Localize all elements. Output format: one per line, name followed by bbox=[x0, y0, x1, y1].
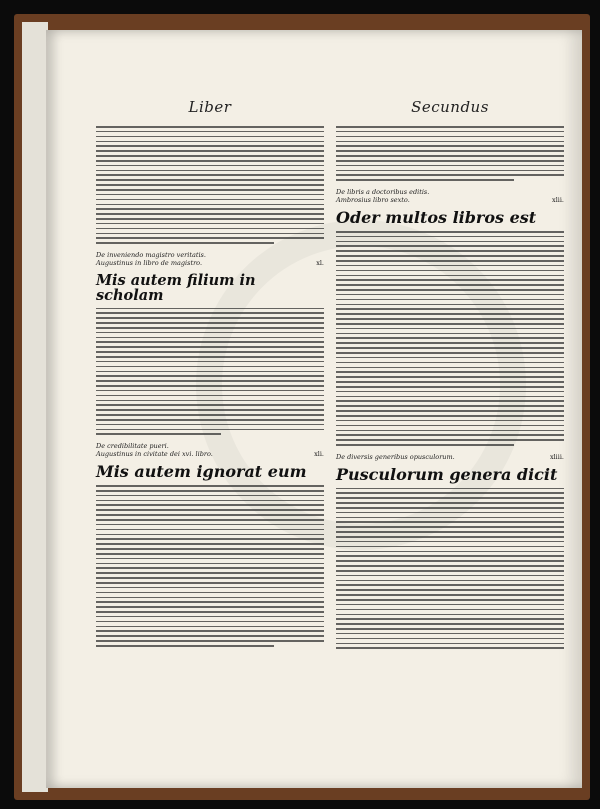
text-block bbox=[96, 308, 324, 436]
text-line bbox=[336, 347, 564, 349]
text-line bbox=[96, 409, 324, 411]
text-line bbox=[336, 618, 564, 620]
text-line bbox=[96, 645, 274, 647]
text-line bbox=[96, 131, 324, 133]
text-line bbox=[336, 575, 564, 577]
text-line bbox=[96, 126, 324, 128]
text-line bbox=[336, 439, 564, 441]
text-line bbox=[96, 500, 324, 502]
left-text-column bbox=[96, 90, 324, 654]
text-line bbox=[336, 155, 564, 157]
text-line bbox=[96, 543, 324, 545]
text-line bbox=[336, 241, 564, 243]
text-line bbox=[96, 514, 324, 516]
text-line bbox=[336, 430, 564, 432]
text-line bbox=[336, 236, 564, 238]
text-line bbox=[336, 580, 564, 582]
text-line bbox=[336, 179, 514, 181]
text-line bbox=[96, 621, 324, 623]
text-line bbox=[96, 519, 324, 521]
text-line bbox=[336, 250, 564, 252]
text-line bbox=[336, 313, 564, 315]
text-line bbox=[96, 317, 324, 319]
text-line bbox=[96, 504, 324, 506]
text-line bbox=[96, 218, 324, 220]
text-line bbox=[336, 299, 564, 301]
text-line bbox=[336, 555, 564, 557]
text-line bbox=[336, 136, 564, 138]
text-line bbox=[96, 577, 324, 579]
text-line bbox=[96, 495, 324, 497]
text-line bbox=[96, 587, 324, 589]
right-text-column bbox=[336, 90, 564, 656]
text-line bbox=[96, 228, 324, 230]
rubric-title: De credibilitate pueri. bbox=[96, 442, 169, 451]
text-line bbox=[96, 184, 324, 186]
text-line bbox=[96, 208, 324, 210]
text-line bbox=[96, 308, 324, 310]
text-line bbox=[96, 616, 324, 618]
text-line bbox=[336, 517, 564, 519]
text-line bbox=[336, 531, 564, 533]
text-line bbox=[336, 643, 564, 645]
text-line bbox=[96, 242, 274, 244]
text-line bbox=[96, 592, 324, 594]
rubric-title: De libris a doctoribus editis. bbox=[336, 187, 430, 196]
text-line bbox=[336, 521, 564, 523]
text-line bbox=[336, 570, 564, 572]
text-line bbox=[96, 606, 324, 608]
chapter-number: xlii. bbox=[552, 196, 564, 204]
text-line bbox=[96, 424, 324, 426]
text-line bbox=[336, 165, 564, 167]
text-line bbox=[336, 647, 564, 649]
text-block bbox=[336, 126, 564, 181]
book-page-spread bbox=[46, 30, 582, 788]
text-line bbox=[336, 245, 564, 247]
text-line bbox=[336, 420, 564, 422]
text-line bbox=[96, 400, 324, 402]
text-line bbox=[336, 396, 564, 398]
text-line bbox=[336, 255, 564, 257]
text-line bbox=[96, 385, 324, 387]
text-line bbox=[336, 497, 564, 499]
text-line bbox=[336, 444, 514, 446]
text-line bbox=[336, 560, 564, 562]
text-line bbox=[336, 328, 564, 330]
text-line bbox=[96, 509, 324, 511]
text-line bbox=[96, 611, 324, 613]
text-line bbox=[96, 361, 324, 363]
rubric-source: Augustinus in libro de magistro. bbox=[96, 258, 203, 267]
text-block bbox=[96, 485, 324, 646]
text-line bbox=[336, 376, 564, 378]
text-line bbox=[96, 419, 324, 421]
text-line bbox=[96, 371, 324, 373]
text-line bbox=[336, 231, 564, 233]
text-line bbox=[96, 199, 324, 201]
text-line bbox=[336, 400, 564, 402]
text-line bbox=[96, 170, 324, 172]
text-line bbox=[96, 572, 324, 574]
text-line bbox=[96, 640, 324, 642]
text-line bbox=[336, 260, 564, 262]
text-line bbox=[336, 371, 564, 373]
text-line bbox=[336, 141, 564, 143]
text-line bbox=[336, 391, 564, 393]
text-line bbox=[336, 604, 564, 606]
text-line bbox=[96, 553, 324, 555]
text-line bbox=[336, 551, 564, 553]
text-line bbox=[96, 189, 324, 191]
text-line bbox=[96, 597, 324, 599]
text-line bbox=[336, 628, 564, 630]
text-line bbox=[336, 304, 564, 306]
text-line bbox=[336, 638, 564, 640]
text-line bbox=[336, 594, 564, 596]
rubric bbox=[96, 251, 324, 267]
text-line bbox=[336, 362, 564, 364]
text-line bbox=[336, 589, 564, 591]
rubric bbox=[96, 442, 324, 458]
text-line bbox=[336, 381, 564, 383]
text-line bbox=[336, 502, 564, 504]
rubric bbox=[336, 453, 564, 461]
text-line bbox=[96, 351, 324, 353]
text-line bbox=[336, 599, 564, 601]
text-line bbox=[336, 512, 564, 514]
text-line bbox=[336, 145, 564, 147]
text-line bbox=[96, 155, 324, 157]
text-line bbox=[336, 609, 564, 611]
text-line bbox=[96, 490, 324, 492]
text-line bbox=[336, 318, 564, 320]
text-line bbox=[336, 357, 564, 359]
text-line bbox=[96, 136, 324, 138]
text-line bbox=[336, 174, 564, 176]
text-line bbox=[336, 342, 564, 344]
chapter-number: xliii. bbox=[549, 452, 564, 461]
text-line bbox=[336, 275, 564, 277]
text-line bbox=[96, 538, 324, 540]
text-line bbox=[96, 237, 324, 239]
text-line bbox=[96, 366, 324, 368]
text-line bbox=[96, 380, 324, 382]
text-line bbox=[336, 284, 564, 286]
text-line bbox=[336, 308, 564, 310]
text-line bbox=[336, 614, 564, 616]
text-line bbox=[96, 582, 324, 584]
text-line bbox=[96, 429, 324, 431]
text-line bbox=[336, 425, 564, 427]
text-line bbox=[336, 415, 564, 417]
text-line bbox=[336, 279, 564, 281]
text-line bbox=[96, 341, 324, 343]
text-line bbox=[96, 534, 324, 536]
chapter-heading: Oder multos libros est bbox=[336, 208, 537, 228]
text-line bbox=[96, 204, 324, 206]
text-line bbox=[336, 492, 564, 494]
text-line bbox=[336, 565, 564, 567]
text-line bbox=[336, 289, 564, 291]
text-line bbox=[96, 567, 324, 569]
chapter-number: xl. bbox=[316, 258, 324, 267]
text-line bbox=[336, 170, 564, 172]
text-line bbox=[336, 386, 564, 388]
chapter-heading: Pusculorum genera dicit bbox=[336, 464, 558, 484]
text-line bbox=[96, 322, 324, 324]
text-line bbox=[336, 160, 564, 162]
text-line bbox=[96, 337, 324, 339]
text-line bbox=[96, 356, 324, 358]
chapter-heading: Mis autem ignorat eum bbox=[96, 462, 307, 482]
text-line bbox=[96, 141, 324, 143]
text-line bbox=[96, 145, 324, 147]
text-line bbox=[96, 327, 324, 329]
rubric-title: De diversis generibus opusculorum. bbox=[336, 452, 455, 461]
text-line bbox=[336, 405, 564, 407]
text-line bbox=[96, 630, 324, 632]
text-line bbox=[336, 367, 564, 369]
text-line bbox=[336, 150, 564, 152]
text-line bbox=[336, 526, 564, 528]
text-block bbox=[336, 231, 564, 446]
text-line bbox=[336, 294, 564, 296]
text-line bbox=[336, 507, 564, 509]
text-line bbox=[96, 404, 324, 406]
text-line bbox=[96, 563, 324, 565]
rubric-source: Augustinus in civitate dei xvi. libro. bbox=[96, 450, 213, 459]
text-line bbox=[336, 323, 564, 325]
text-block bbox=[336, 488, 564, 649]
text-line bbox=[336, 546, 564, 548]
text-line bbox=[336, 270, 564, 272]
text-line bbox=[336, 126, 564, 128]
text-line bbox=[336, 410, 564, 412]
text-line bbox=[96, 548, 324, 550]
rubric-source: Ambrosius libro sexto. bbox=[336, 196, 410, 204]
text-line bbox=[336, 584, 564, 586]
text-line bbox=[96, 375, 324, 377]
chapter-heading: Mis autem filium in scholam bbox=[96, 272, 256, 305]
text-line bbox=[336, 623, 564, 625]
running-head-left: Liber bbox=[188, 98, 232, 116]
text-line bbox=[96, 179, 324, 181]
text-line bbox=[96, 414, 324, 416]
running-head-right: Secundus bbox=[411, 98, 489, 116]
rubric bbox=[336, 188, 564, 204]
text-line bbox=[336, 541, 564, 543]
text-line bbox=[336, 633, 564, 635]
text-line bbox=[96, 346, 324, 348]
text-line bbox=[96, 233, 324, 235]
endpaper bbox=[22, 22, 48, 792]
text-line bbox=[96, 524, 324, 526]
text-line bbox=[96, 626, 324, 628]
text-line bbox=[96, 332, 324, 334]
text-line bbox=[336, 352, 564, 354]
text-line bbox=[96, 558, 324, 560]
text-line bbox=[96, 601, 324, 603]
text-line bbox=[96, 635, 324, 637]
text-line bbox=[336, 488, 564, 490]
text-block bbox=[96, 126, 324, 244]
text-line bbox=[96, 213, 324, 215]
text-line bbox=[336, 536, 564, 538]
text-line bbox=[96, 485, 324, 487]
text-line bbox=[336, 131, 564, 133]
text-line bbox=[336, 333, 564, 335]
text-line bbox=[96, 395, 324, 397]
text-line bbox=[336, 265, 564, 267]
rubric-title: De inveniendo magistro veritatis. bbox=[96, 250, 206, 259]
text-line bbox=[96, 433, 221, 435]
text-line bbox=[96, 390, 324, 392]
text-line bbox=[96, 174, 324, 176]
chapter-number: xli. bbox=[314, 450, 324, 459]
text-line bbox=[96, 223, 324, 225]
text-line bbox=[336, 434, 564, 436]
text-line bbox=[96, 312, 324, 314]
text-line bbox=[96, 165, 324, 167]
text-line bbox=[96, 529, 324, 531]
text-line bbox=[336, 337, 564, 339]
text-line bbox=[96, 160, 324, 162]
text-line bbox=[96, 194, 324, 196]
text-line bbox=[96, 150, 324, 152]
